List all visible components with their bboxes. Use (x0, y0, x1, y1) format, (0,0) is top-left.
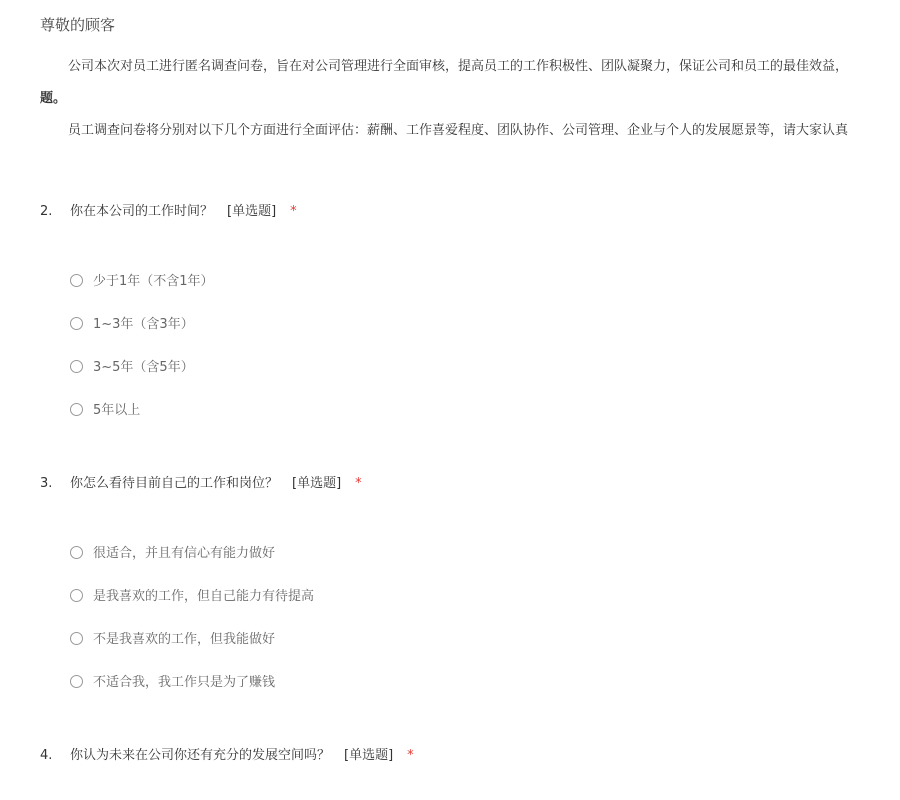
question-text-wrapper (70, 202, 297, 222)
radio-button[interactable] (70, 632, 83, 645)
radio-button[interactable] (70, 403, 83, 416)
option-label: 很适合，并且有信心有能力做好 (93, 546, 276, 561)
option-label: 5年以上 (93, 403, 141, 418)
question-text: 你怎么看待目前自己的工作和岗位？ (70, 476, 279, 491)
question-number: 4. (40, 748, 53, 763)
radio-button[interactable] (70, 546, 83, 559)
option-label: 不适合我，我工作只是为了赚钱 (93, 675, 276, 690)
question-text: 你认为未来在公司你还有充分的发展空间吗？ (70, 748, 331, 763)
radio-button[interactable] (70, 274, 83, 287)
required-marker: * (407, 748, 414, 763)
option-label: 少于1年（不含1年） (93, 274, 214, 289)
option-label: 1~3年（含3年） (93, 317, 194, 332)
radio-button[interactable] (70, 675, 83, 688)
question-number: 2. (40, 204, 53, 219)
intro-paragraph-1-continued: 题。 (40, 91, 67, 106)
required-marker: * (355, 476, 362, 491)
question-type-label: [单选题] (344, 748, 394, 763)
question-type-label: [单选题] (227, 204, 277, 219)
intro-paragraph-2: 员工调查问卷将分别对以下几个方面进行全面评估：薪酬、工作喜爱程度、团队协作、公司管理、企业与个人的发展愿景等，请大家认真 (68, 123, 849, 138)
radio-button[interactable] (70, 317, 83, 330)
radio-button[interactable] (70, 360, 83, 373)
option-label: 是我喜欢的工作，但自己能力有待提高 (93, 589, 315, 604)
intro-title: 尊敬的顾客 (40, 16, 116, 34)
option-label: 不是我喜欢的工作，但我能做好 (93, 632, 276, 647)
question-type-label: [单选题] (292, 476, 342, 491)
option-label: 3~5年（含5年） (93, 360, 194, 375)
required-marker: * (290, 204, 297, 219)
intro-paragraph-1: 公司本次对员工进行匿名调查问卷，旨在对公司管理进行全面审核，提高员工的工作积极性、团队凝聚力，保证公司和员工的最佳效益， (68, 59, 849, 74)
question-number: 3. (40, 476, 53, 491)
question-text: 你在本公司的工作时间？ (70, 204, 214, 219)
question-text-wrapper (70, 474, 362, 494)
radio-button[interactable] (70, 589, 83, 602)
question-text-wrapper (70, 746, 414, 766)
